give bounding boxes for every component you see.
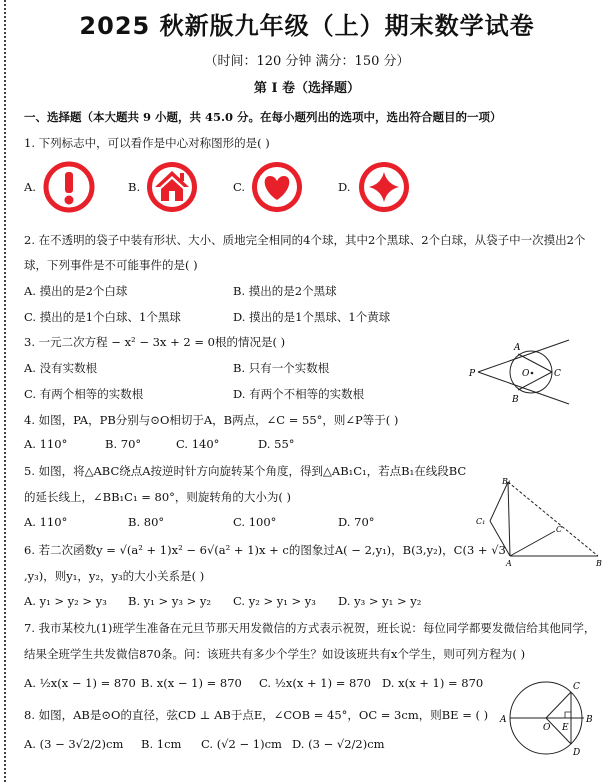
q5-option-a[interactable]: A. 110° [24,515,68,529]
q1-option-c-label[interactable]: C. [233,180,246,194]
q8-option-c[interactable]: C. (√2 − 1)cm [201,737,282,751]
fig-label-b: B [586,715,593,725]
fig-label-a: A [506,559,512,568]
fig-label-c: C [554,369,561,379]
q3-option-a[interactable]: A. 没有实数根 [24,361,98,375]
q3-option-b[interactable]: B. 只有一个实数根 [233,361,330,375]
fig-label-c1: C₁ [476,517,486,526]
q7-option-d[interactable]: D. x(x + 1) = 870 [382,676,484,690]
house-icon [145,160,199,214]
q6-option-b[interactable]: B. y₁ > y₃ > y₂ [128,594,211,608]
q4-option-a[interactable]: A. 110° [24,437,68,451]
volume-heading: 第 I 卷（选择题） [253,81,361,96]
q4-option-d[interactable]: D. 55° [258,437,295,451]
q2-option-d[interactable]: D. 摸出的是1个黑球、1个黄球 [233,310,391,324]
fig-label-a: A [500,715,507,725]
q6-option-a[interactable]: A. y₁ > y₂ > y₃ [24,594,107,608]
q6-stem-line2: ,y₃)，则y₁，y₂，y₃的大小关系是( ) [24,569,205,583]
q1-option-a-label[interactable]: A. [24,180,36,194]
fig-label-o: O [543,723,551,733]
q7-option-b[interactable]: B. x(x − 1) = 870 [141,676,242,690]
q5-option-d[interactable]: D. 70° [338,515,375,529]
q1-option-b-label[interactable]: B. [128,180,141,194]
q1-stem: 1. 下列标志中，可以看作是中心对称图形的是( ) [24,136,270,150]
q2-option-c[interactable]: C. 摸出的是1个白球、1个黑球 [24,310,181,324]
q8-option-b[interactable]: B. 1cm [141,737,182,751]
fig-label-b: B [596,559,602,568]
q5-option-b[interactable]: B. 80° [128,515,165,529]
q7-stem-line1: 7. 我市某校九(1)班学生准备在元旦节那天用发微信的方式表示祝贺，班长说：每位同学都要发微信给其他同学， [24,621,596,635]
q8-option-d[interactable]: D. (3 − √2/2)cm [292,737,385,751]
exclamation-icon [42,160,96,214]
q8-option-a[interactable]: A. (3 − 3√2/2)cm [24,737,124,751]
q6-stem-line1: 6. 若二次函数y = √(a² + 1)x² − 6√(a² + 1)x + c的图象过A( − 2,y₁)，B(3,y₂)，C(3 + √3 [24,543,506,557]
q4-option-c[interactable]: C. 140° [176,437,220,451]
q2-option-b[interactable]: B. 摸出的是2个黑球 [233,284,337,298]
fig-label-o: O [522,369,530,379]
q3-stem: 3. 一元二次方程 − x² − 3x + 2 = 0根的情况是( ) [24,335,286,349]
q4-option-b[interactable]: B. 70° [105,437,142,451]
q1-option-d-label[interactable]: D. [338,180,351,194]
q3-option-c[interactable]: C. 有两个相等的实数根 [24,387,144,401]
q5-stem-line1: 5. 如图，将△ABC绕点A按逆时针方向旋转某个角度，得到△AB₁C₁，若点B₁在线段BC [24,464,467,478]
q6-option-c[interactable]: C. y₂ > y₁ > y₃ [233,594,316,608]
fig-label-a: A [514,343,521,353]
diamond-star-icon [357,160,411,214]
exam-subtitle: （时间：120 分钟 满分：150 分） [204,54,410,69]
exam-title: 2025 秋新版九年级（上）期末数学试卷 [79,12,535,40]
q7-option-a[interactable]: A. ½x(x − 1) = 870 [24,676,136,690]
q7-option-c[interactable]: C. ½x(x + 1) = 870 [259,676,371,690]
q4-stem: 4. 如图，PA，PB分别与⊙O相切于A，B两点，∠C = 55°，则∠P等于( ) [24,413,399,427]
fig-label-b1: B₁ [502,477,512,486]
q6-option-d[interactable]: D. y₃ > y₁ > y₂ [338,594,422,608]
q2-stem-line2: 球，下列事件是不可能事件的是( ) [24,258,198,272]
q2-stem-line1: 2. 在不透明的袋子中装有形状、大小、质地完全相同的4个球，其中2个黑球、2个白球，从袋子中一次摸出2个 [24,233,586,247]
fig-label-c: C [573,682,580,692]
binding-line [4,0,6,782]
heart-icon [250,160,304,214]
section-heading: 一、选择题（本大题共 9 小题，共 45.0 分。在每小题列出的选项中，选出符合题目的一项） [24,110,502,124]
q8-stem: 8. 如图，AB是⊙O的直径，弦CD ⊥ AB于点E，∠COB = 45°，OC = 3cm，则BE = ( ) [24,708,489,722]
fig-label-c: C [556,525,563,534]
q7-stem-line2: 结果全班学生共发微信870条。问：该班共有多少个学生？如设该班共有x个学生，则可列方程为( ) [24,647,526,661]
fig-label-d: D [573,748,581,758]
fig-label-p: P [469,369,476,379]
q5-option-c[interactable]: C. 100° [233,515,277,529]
q2-option-a[interactable]: A. 摸出的是2个白球 [24,284,128,298]
q5-stem-line2: 的延长线上，∠BB₁C₁ = 80°，则旋转角的大小为( ) [24,490,292,504]
fig-label-b: B [512,395,519,405]
q3-option-d[interactable]: D. 有两个不相等的实数根 [233,387,365,401]
fig-label-e: E [562,723,569,733]
tangent-circle-figure [466,336,576,408]
circle-chord-figure [498,676,598,766]
